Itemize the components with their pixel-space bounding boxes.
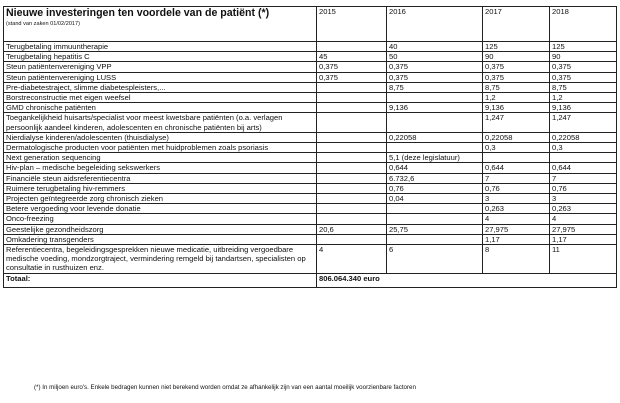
table-row (4, 103, 617, 113)
value-2018: 1,17 (550, 234, 617, 244)
total-label: Totaal: (4, 273, 317, 287)
value-2016: 25,75 (387, 224, 483, 234)
table-row (4, 153, 617, 163)
value-2018: 11 (550, 245, 617, 274)
year-2015-header: 2015 (317, 7, 387, 42)
year-2017-header: 2017 (483, 7, 550, 42)
row-label: Steun patiëntenvereniging VPP (4, 62, 317, 72)
value-2015 (317, 183, 387, 193)
value-2016 (387, 113, 483, 132)
total-value: 806.064.340 euro (317, 273, 617, 287)
value-2017: 4 (483, 214, 550, 224)
value-2018: 8,75 (550, 82, 617, 92)
row-label: Nierdialyse kinderen/adolescenten (thuisdialyse) (4, 132, 317, 142)
value-2017: 0,375 (483, 72, 550, 82)
year-2018-header: 2018 (550, 7, 617, 42)
value-2016: 50 (387, 52, 483, 62)
table-row (4, 173, 617, 183)
row-label: Steun patiëntenvereniging LUSS (4, 72, 317, 82)
table-row (4, 234, 617, 244)
value-2015 (317, 42, 387, 52)
row-label: Hiv-plan – medische begeleiding sekswerkers (4, 163, 317, 173)
value-2018: 0,3 (550, 143, 617, 153)
value-2018: 0,375 (550, 72, 617, 82)
row-label: Onco-freezing (4, 214, 317, 224)
value-2017: 8,75 (483, 82, 550, 92)
table-row (4, 42, 617, 52)
row-label: Toegankelijkheid huisarts/specialist voor meest kwetsbare patiënten (o.a. verlagen persoonlijk aandeel kinderen, adolescenten en chronische patiënten bij arts) (4, 113, 317, 132)
value-2016: 0,644 (387, 163, 483, 173)
value-2016 (387, 93, 483, 103)
table-row (4, 52, 617, 62)
value-2016 (387, 214, 483, 224)
table-row (4, 194, 617, 204)
value-2017: 1,2 (483, 93, 550, 103)
value-2018: 0,375 (550, 62, 617, 72)
value-2017: 0,76 (483, 183, 550, 193)
table-row (4, 204, 617, 214)
table-title: Nieuwe investeringen ten voordele van de patiënt (*) (6, 7, 270, 19)
value-2016: 0,375 (387, 72, 483, 82)
value-2015: 45 (317, 52, 387, 62)
year-2016-header: 2016 (387, 7, 483, 42)
value-2017: 7 (483, 173, 550, 183)
row-label: Dermatologische producten voor patiënten met huidproblemen zoals psoriasis (4, 143, 317, 153)
table-row (4, 72, 617, 82)
value-2018: 27,975 (550, 224, 617, 234)
value-2018: 0,76 (550, 183, 617, 193)
value-2015 (317, 132, 387, 142)
row-label: Omkadering transgenders (4, 234, 317, 244)
table-row (4, 183, 617, 193)
table-row (4, 62, 617, 72)
value-2018: 0,22058 (550, 132, 617, 142)
value-2016: 5,1 (deze legislatuur) (387, 153, 483, 163)
value-2015 (317, 93, 387, 103)
table-row (4, 214, 617, 224)
row-label: Borstreconstructie met eigen weefsel (4, 93, 317, 103)
row-label: Pre-diabetestraject, slimme diabetespleisters,... (4, 82, 317, 92)
value-2015: 4 (317, 245, 387, 274)
value-2015 (317, 173, 387, 183)
row-label: Next generation sequencing (4, 153, 317, 163)
value-2015 (317, 143, 387, 153)
value-2016: 0,76 (387, 183, 483, 193)
value-2017: 27,975 (483, 224, 550, 234)
value-2018: 0,644 (550, 163, 617, 173)
value-2015: 20,6 (317, 224, 387, 234)
value-2018: 7 (550, 173, 617, 183)
value-2015: 0,375 (317, 62, 387, 72)
value-2017: 8 (483, 245, 550, 274)
value-2018: 4 (550, 214, 617, 224)
value-2015 (317, 194, 387, 204)
value-2015 (317, 234, 387, 244)
value-2016: 8,75 (387, 82, 483, 92)
value-2017: 90 (483, 52, 550, 62)
value-2017: 0,263 (483, 204, 550, 214)
table-row (4, 93, 617, 103)
row-label: Terugbetaling immuuntherapie (4, 42, 317, 52)
value-2016 (387, 234, 483, 244)
row-label: Terugbetaling hepatitis C (4, 52, 317, 62)
row-label: Financiële steun aidsreferentiecentra (4, 173, 317, 183)
table-row (4, 163, 617, 173)
row-label: Betere vergoeding voor levende donatie (4, 204, 317, 214)
value-2017 (483, 153, 550, 163)
value-2017: 3 (483, 194, 550, 204)
value-2016: 6.732,6 (387, 173, 483, 183)
value-2018: 1,247 (550, 113, 617, 132)
row-label: Ruimere terugbetaling hiv-remmers (4, 183, 317, 193)
value-2015 (317, 82, 387, 92)
table-row (4, 113, 617, 132)
value-2017: 0,375 (483, 62, 550, 72)
row-label: Projecten geïntegreerde zorg chronisch zieken (4, 194, 317, 204)
value-2016: 0,22058 (387, 132, 483, 142)
value-2016: 0,375 (387, 62, 483, 72)
value-2016 (387, 143, 483, 153)
table-title-cell (4, 7, 317, 42)
value-2017: 9,136 (483, 103, 550, 113)
row-label: Geestelijke gezondheidszorg (4, 224, 317, 234)
total-row (4, 273, 617, 287)
table-subtitle: (stand van zaken 01/02/2017) (6, 21, 81, 27)
value-2015 (317, 153, 387, 163)
value-2017: 125 (483, 42, 550, 52)
value-2018: 3 (550, 194, 617, 204)
value-2016: 9,136 (387, 103, 483, 113)
value-2016: 0,04 (387, 194, 483, 204)
value-2015 (317, 204, 387, 214)
value-2016: 40 (387, 42, 483, 52)
table-row (4, 224, 617, 234)
row-label: Referentiecentra, begeleidingsgesprekken nieuwe medicatie, uitbreiding vergoedbare medische voeding, mondzorgtraject, vermindering remgeld bij tandartsen, specialisten op consultatie in rusthuizen enz. (4, 245, 317, 274)
value-2018: 9,136 (550, 103, 617, 113)
value-2015 (317, 103, 387, 113)
value-2017: 0,22058 (483, 132, 550, 142)
value-2018: 125 (550, 42, 617, 52)
value-2016: 6 (387, 245, 483, 274)
value-2017: 1,247 (483, 113, 550, 132)
table-row (4, 143, 617, 153)
table-row (4, 82, 617, 92)
header-row (4, 7, 617, 42)
value-2017: 0,644 (483, 163, 550, 173)
value-2018: 90 (550, 52, 617, 62)
value-2015 (317, 163, 387, 173)
value-2015 (317, 113, 387, 132)
row-label: GMD chronische patiënten (4, 103, 317, 113)
value-2017: 0,3 (483, 143, 550, 153)
value-2015 (317, 214, 387, 224)
value-2018 (550, 153, 617, 163)
value-2018: 1,2 (550, 93, 617, 103)
value-2017: 1,17 (483, 234, 550, 244)
value-2016 (387, 204, 483, 214)
value-2018: 0,263 (550, 204, 617, 214)
footnote: (*) In miljoen euro's. Enkele bedragen kunnen niet berekend worden omdat ze afhankelijk zijn van een aantal moeilijk voorzienbare factoren (34, 384, 416, 391)
table-row (4, 245, 617, 274)
table-row (4, 132, 617, 142)
investments-table (3, 6, 617, 288)
value-2015: 0,375 (317, 72, 387, 82)
